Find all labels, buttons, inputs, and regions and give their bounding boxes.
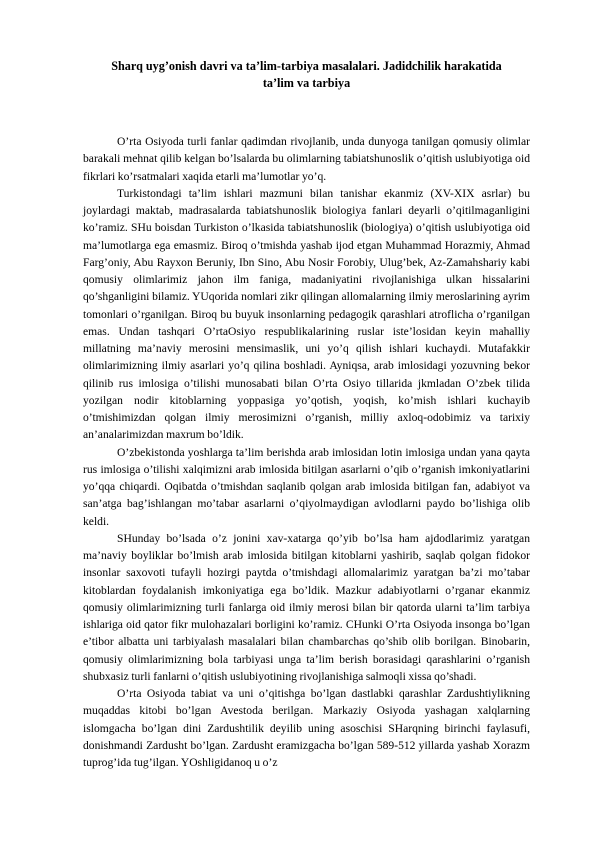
document-page — [83, 58, 530, 771]
title-line-2: ta’lim va tarbiya — [262, 76, 351, 90]
title-line-1: Sharq uyg’onish davri va ta’lim-tarbiya masalalari. Jadidchilik harakatida — [111, 59, 502, 73]
paragraph-5: O’rta Osiyoda tabiat va uni o’qitishga bo’lgan dastlabki qarashlar Zardushtiylikning muqaddas kitobi bo’lgan Avestoda berilgan. Markaziy Osiyoda yashagan xalqlarning islomgacha bo’lgan dini Zardushtilik deyilib uning asoschisi SHarqning birinchi faylasufi, donishmandi Zardusht bo’lgan. Zardusht eramizgacha bo’lgan 589-512 yillarda yashab Xorazm tuprog’ida tug’ilgan. YOshligidanoq u o’z — [83, 687, 530, 769]
paragraph-4: SHunday bo’lsada o’z jonini xav-xatarga qo’yib bo’lsa ham ajdodlarimiz yaratgan ma’naviy boyliklar bo’lmish arab imlosida bitilgan kitoblarni yashirib, saqlab qolgan fidokor insonlar saxovoti tufayli hozirgi paytda o’tmishdagi allomalarimiz yaratgan ba’zi mo’tabar kitoblardan foydalanish imkoniyatiga ega bo’ldik. Mazkur adabiyotlarni o’rganar ekanmiz qomusiy olimlarimizning turli fanlarga oid ilmiy merosi bilan bir qatorda ularni ta’lim tarbiya ishlariga oid qator fikr mulohazalari borligini ko’ramiz. CHunki O’rta Osiyoda insonga bo’lgan e’tibor albatta uni tarbiyalash masalalari bilan chambarchas qo’shib olib borilgan. Binobarin, qomusiy olimlarimizning bola tarbiyasi unga ta’lim berish borasidagi qarashlarini o’rganish shubxasiz turli fanlarni o’qitish uslubiyotining rivojlanishiga salmoqli xissa qo’shadi. — [83, 531, 530, 683]
document-title — [83, 58, 530, 92]
paragraph-3: O’zbekistonda yoshlarga ta’lim berishda arab imlosidan lotin imlosiga undan yana qayta rus imlosiga o’tilishi xalqimizni arab imlosida bitilgan asarlarni o’qib o’rganish imkoniyatlarini yo’qqa chiqardi. Oqibatda o’tmishdan saqlanib qolgan arab imlosida bitilgan fan, adabiyot va san’atga bag’ishlangan mo’tabar asarlarni o’qiyolmaydigan avlodlarni paydo bo’lishiga olib keldi. — [83, 445, 530, 528]
paragraph-1: O’rta Osiyoda turli fanlar qadimdan rivojlanib, unda dunyoga tanilgan qomusiy olimlar barakali mehnat qilib kelgan bo’lsalarda bu olimlarning tabiatshunoslik o’qitish uslubiyotiga oid fikrlari ko’rsatmalari xaqida etarli ma’lumotlar yo’q. — [83, 135, 530, 183]
paragraph-2: Turkistondagi ta’lim ishlari mazmuni bilan tanishar ekanmiz (XV-XIX asrlar) bu joylardagi maktab, madrasalarda tabiatshunoslik biologiya fanlari deyarli o’qitilmaganligini ko’ramiz. SHu boisdan Turkiston o’lkasida tabiatshunoslik (biologiya) o’qitish uslubiyotiga oid ma’lumotlarga ega emasmiz. Biroq o’tmishda yashab ijod etgan Muhammad Horazmiy, Ahmad Farg’oniy, Abu Rayxon Beruniy, Ibn Sino, Abu Nosir Forobiy, Ulug’bek, Az-Zamahshariy kabi qomusiy olimlarimiz jahon ilm faniga, madaniyatini rivojlanishiga ulkan hissalarini qo’shganligini bilamiz. YUqorida nomlari zikr qilingan allomalarning ilmiy meroslarining ayrim tomonlari o’rganilgan. Biroq bu buyuk insonlarning pedagogik qarashlari atroflicha o’rganilgan emas. Undan tashqari O’rtaOsiyo respublikalarining ruslar iste’losidan keyin mahalliy millatning ma’naviy merosini mensimaslik, uni yo’q qilish ishlari kuchaydi. Mutafakkir olimlarimizning ilmiy asarlari yo’q qilina boshladi. Ayniqsa, arab imlosidagi yozuvning bekor qilinib rus imlosiga o’tilishi munosabati bilan O’rta Osiyo tillarida jkmladan O’zbek tilida yozilgan nodir kitoblarning yoppasiga yo’qotish, yoqish, ko’mish ishlari kuchayib o’tmishimizdan qolgan ilmiy merosimizni o’rganish, milliy axloq-odobimiz va tarixiy an’analarimizdan maxrum bo’ldik. — [83, 186, 530, 442]
